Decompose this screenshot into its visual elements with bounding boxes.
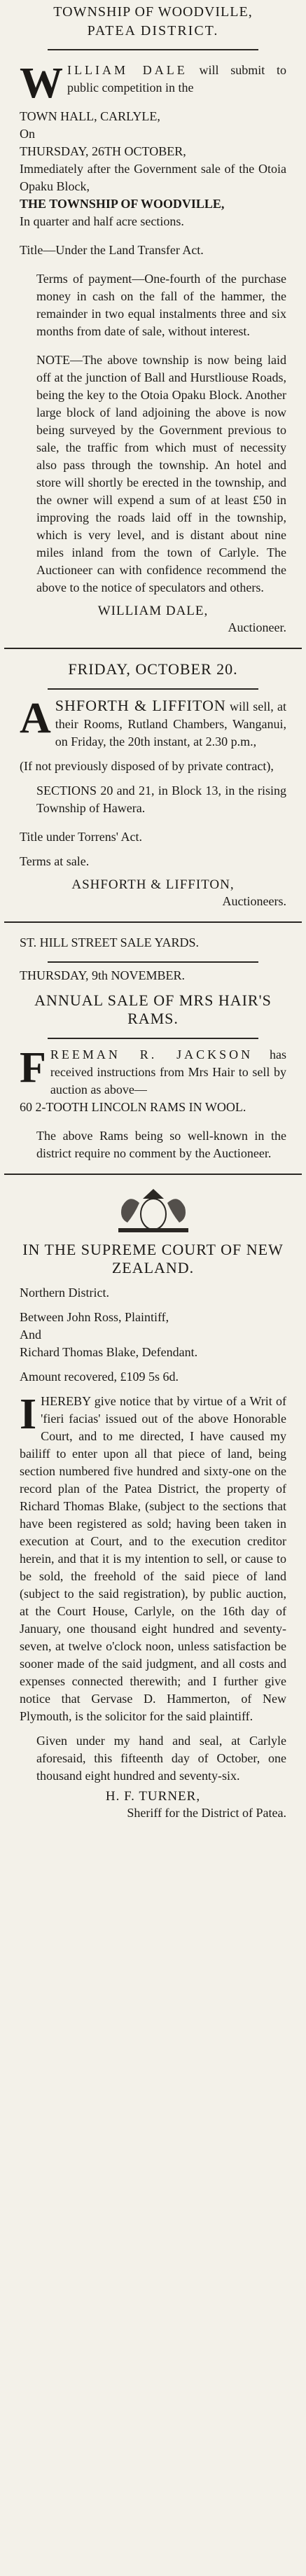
sale-date: THURSDAY, 9th NOVEMBER.	[20, 968, 186, 982]
court-body: HEREBY give notice that by virtue of a Writ of 'fieri facias' issued out of the above Honorable Court, and to me directed, I have caused my bailiff to enter upon all that piece of land, being section numbered five hundred and sixty-one on the record plan of the Patea District, the property of Richard Thomas Blake, (subject to the sections that have been registered as sold; having been taken in execution at Court, and to the execution creditor herein, and that it is my intention to sell, or cause to be sold, the freehold of the said piece of land (subject to the said registration), by public auction, at the Court House, Carlyle, on the 16th day of January, one thousand eight hundred and seventy-seven, at twelve o'clock noon, unless satisfaction be sooner made of the said judgment, and all costs and expenses connected therewith; and I further give notice that Gervase D. Hammerton, of New Plymouth, is the solicitor for the said plaintiff.	[20, 1394, 286, 1723]
header-subtitle: PATEA DISTRICT.	[87, 23, 219, 39]
signature: H. F. TURNER,	[105, 1789, 201, 1804]
intro-paragraph	[20, 60, 286, 107]
sale-date: THURSDAY, 26TH OCTOBER,	[20, 144, 186, 158]
woodville-advertisement	[0, 4, 306, 636]
title-text: Title—Under the Land Transfer Act.	[20, 243, 204, 257]
dropcap: I	[20, 1391, 37, 1438]
ashforth-advertisement	[0, 660, 306, 910]
district: Northern District.	[20, 1286, 109, 1300]
annual-sale: ANNUAL SALE OF MRS HAIR'S RAMS.	[34, 991, 272, 1027]
dropcap: W	[20, 60, 63, 107]
sthill-advertisement	[0, 934, 306, 1162]
firm-name: REEMAN R. JACKSON	[50, 1047, 253, 1061]
note-text: The above Rams being so well-known in the district require no comment by the Auctioneer.	[36, 1129, 286, 1160]
crest-icon	[108, 1186, 199, 1235]
firm-paragraph	[20, 1046, 286, 1099]
sections-text: SECTIONS 20 and 21, in Block 13, in the rising Township of Hawera.	[36, 784, 286, 815]
between: Between John Ross, Plaintiff,	[20, 1310, 169, 1324]
firm-text: has received instructions from Mrs Hair to sell by auction as above—	[50, 1047, 287, 1096]
and-text: And	[20, 1328, 41, 1342]
paren-text: (If not previously disposed of by private contract),	[20, 759, 274, 773]
court-paragraph	[20, 1393, 286, 1725]
defendant: Richard Thomas Blake, Defendant.	[20, 1345, 198, 1359]
auctioneer-name: ILLIAM DALE	[67, 63, 188, 77]
role: Sheriff for the District of Patea.	[127, 1806, 286, 1820]
divider	[4, 1174, 302, 1175]
intro-text: will submit to public competition in the	[67, 63, 286, 95]
divider	[4, 921, 302, 923]
rams-text: 60 2-TOOTH LINCOLN RAMS IN WOOL.	[20, 1100, 246, 1114]
given-text: Given under my hand and seal, at Carlyle aforesaid, this fifteenth day of October, one thousand eight hundred and seventy-six.	[36, 1734, 286, 1783]
signature: ASHFORTH & LIFFITON,	[71, 877, 235, 892]
court-title: IN THE SUPREME COURT OF NEW ZEALAND.	[22, 1241, 284, 1276]
immediately-text: Immediately after the Government sale of the Otoia Opaku Block,	[20, 162, 286, 193]
dropcap: F	[20, 1044, 46, 1092]
title-text: Title under Torrens' Act.	[20, 830, 142, 844]
note-text: NOTE—The above township is now being laid off at the junction of Ball and Hurstliouse Roads, being the key to the Otoia Opaku Block. Another large block of land adjoining the above is now being surveyed by the Government previous to sale, the traffic from which must of necessity also pass through the township. An hotel and store will shortly be erected in the township, and the owner will expend a sum of at least £50 in improving the roads laid off in the township, which is very level, and is distant about nine miles inland from the town of Carlyle. The Auctioneer can with confidence recommend the above to the notice of speculators and others.	[36, 353, 286, 594]
role: Auctioneers.	[222, 894, 286, 908]
header-title: TOWNSHIP OF WOODVILLE,	[53, 4, 253, 20]
divider	[4, 648, 302, 649]
venue: TOWN HALL, CARLYLE,	[20, 109, 160, 123]
amount: Amount recovered, £109 5s 6d.	[20, 1370, 179, 1384]
on-text: On	[20, 127, 35, 141]
signature: WILLIAM DALE,	[97, 604, 209, 618]
dateline: FRIDAY, OCTOBER 20.	[68, 660, 238, 678]
firm-name: SHFORTH & LIFFITON	[55, 697, 226, 714]
terms-text: Terms at sale.	[20, 854, 90, 868]
township-title: THE TOWNSHIP OF WOODVILLE,	[20, 197, 225, 211]
role: Auctioneer.	[228, 620, 286, 634]
dropcap: A	[20, 695, 51, 742]
sale-yards: ST. HILL STREET SALE YARDS.	[20, 935, 200, 949]
sections-text: In quarter and half acre sections.	[20, 214, 184, 228]
court-notice	[0, 1186, 306, 1822]
firm-paragraph	[20, 697, 286, 751]
royal-crest-icon	[20, 1186, 286, 1235]
terms-text: Terms of payment—One-fourth of the purchase money in cash on the fall of the hammer, the remainder in two equal instalments three and six months from date of sale, without interest.	[36, 272, 286, 338]
firm-text: will sell, at their Rooms, Rutland Chambers, Wanganui, on Friday, the 20th instant, at 2.30 p.m.,	[55, 699, 286, 749]
